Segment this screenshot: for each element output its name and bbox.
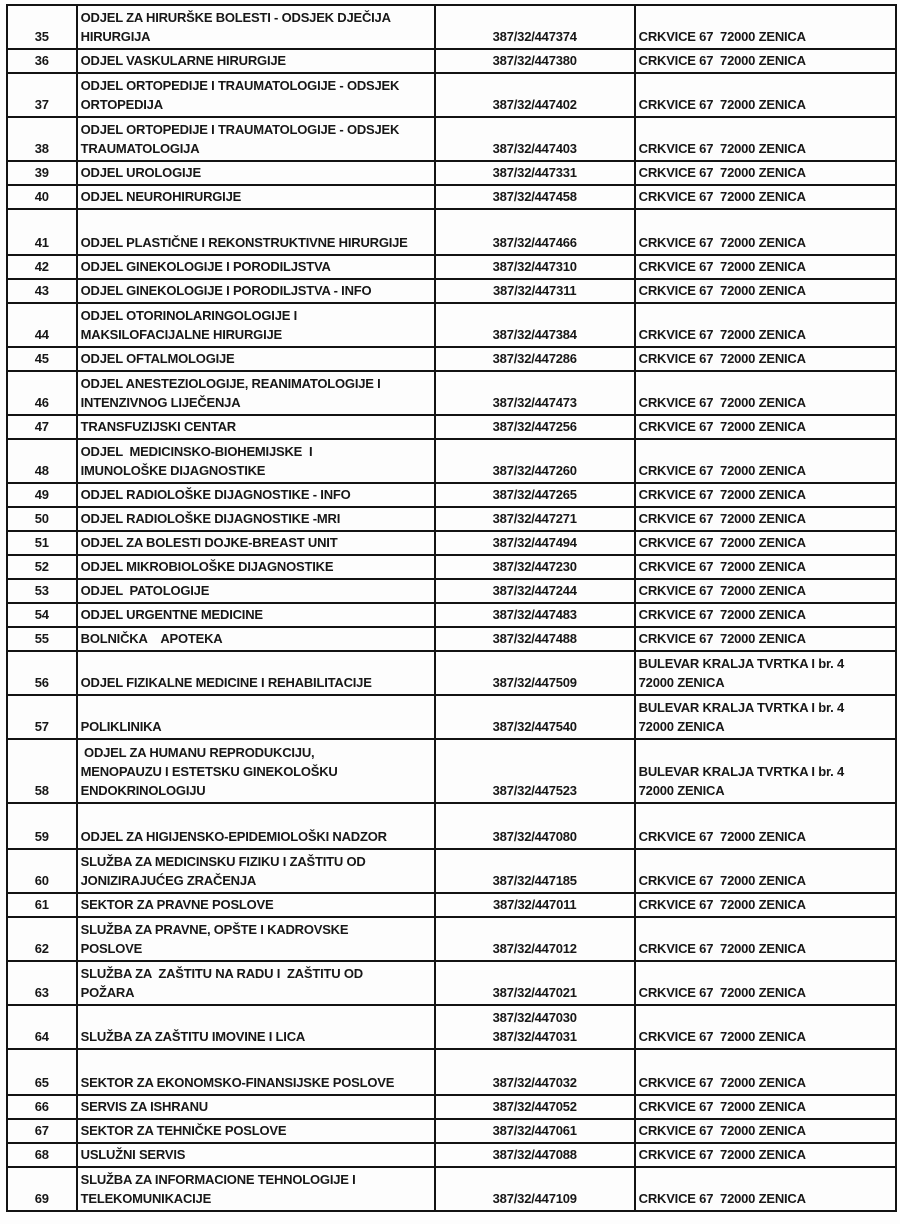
cell-phone-line: 387/32/447331 xyxy=(492,165,577,180)
cell-address xyxy=(635,255,896,279)
cell-department xyxy=(77,117,435,161)
cell-address xyxy=(635,279,896,303)
cell-department-line: ORTOPEDIJA xyxy=(80,97,163,112)
cell-department-line: ODJEL OTORINOLARINGOLOGIJE I xyxy=(80,308,298,323)
cell-address-line: CRKVICE 67 72000 ZENICA xyxy=(638,463,806,478)
cell-phone-line: 387/32/447523 xyxy=(492,783,577,798)
cell-department-line: ODJEL GINEKOLOGIJE I PORODILJSTVA - INFO xyxy=(80,283,372,298)
cell-phone xyxy=(435,1095,635,1119)
cell-phone-line: 387/32/447031 xyxy=(492,1029,577,1044)
phone-directory-table xyxy=(6,4,897,1212)
cell-department-line: ODJEL ZA HUMANU REPRODUKCIJU, xyxy=(80,745,315,760)
cell-department-line: USLUŽNI SERVIS xyxy=(80,1147,186,1162)
cell-row-number: 67 xyxy=(7,1119,77,1143)
cell-department-line: SERVIS ZA ISHRANU xyxy=(80,1099,208,1114)
cell-address xyxy=(635,5,896,49)
cell-phone xyxy=(435,415,635,439)
cell-department-line: SLUŽBA ZA MEDICINSKU FIZIKU I ZAŠTITU OD xyxy=(80,854,366,869)
cell-row-number: 39 xyxy=(7,161,77,185)
cell-department xyxy=(77,739,435,803)
cell-address-line: BULEVAR KRALJA TVRTKA I br. 4 xyxy=(638,700,844,715)
cell-phone-line: 387/32/447380 xyxy=(492,53,577,68)
cell-department-line: SEKTOR ZA PRAVNE POSLOVE xyxy=(80,897,274,912)
cell-phone-line: 387/32/447488 xyxy=(492,631,577,646)
cell-phone xyxy=(435,507,635,531)
table-row xyxy=(7,415,896,439)
cell-address xyxy=(635,415,896,439)
table-row xyxy=(7,1143,896,1167)
table-row xyxy=(7,695,896,739)
cell-phone xyxy=(435,209,635,255)
cell-department-line: ODJEL OFTALMOLOGIJE xyxy=(80,351,235,366)
cell-address-line: CRKVICE 67 72000 ZENICA xyxy=(638,631,806,646)
cell-phone-line: 387/32/447310 xyxy=(492,259,577,274)
cell-phone xyxy=(435,161,635,185)
cell-phone xyxy=(435,849,635,893)
cell-phone xyxy=(435,531,635,555)
cell-department-line: BOLNIČKA APOTEKA xyxy=(80,631,223,646)
cell-department xyxy=(77,803,435,849)
table-row xyxy=(7,603,896,627)
cell-row-number: 62 xyxy=(7,917,77,961)
cell-phone-line: 387/32/447509 xyxy=(492,675,577,690)
cell-department-line: ODJEL RADIOLOŠKE DIJAGNOSTIKE -MRI xyxy=(80,511,341,526)
table-row xyxy=(7,1167,896,1211)
cell-phone xyxy=(435,579,635,603)
cell-department-line: ODJEL UROLOGIJE xyxy=(80,165,201,180)
cell-address-line: CRKVICE 67 72000 ZENICA xyxy=(638,1029,806,1044)
cell-address-line: CRKVICE 67 72000 ZENICA xyxy=(638,941,806,956)
table-row xyxy=(7,531,896,555)
cell-department-line: IMUNOLOŠKE DIJAGNOSTIKE xyxy=(80,463,266,478)
cell-phone-line: 387/32/447256 xyxy=(492,419,577,434)
cell-row-number: 56 xyxy=(7,651,77,695)
cell-phone-line: 387/32/447473 xyxy=(492,395,577,410)
cell-row-number: 59 xyxy=(7,803,77,849)
cell-phone-line: 387/32/447384 xyxy=(492,327,577,342)
cell-department-line: ODJEL MIKROBIOLOŠKE DIJAGNOSTIKE xyxy=(80,559,334,574)
cell-address-line: 72000 ZENICA xyxy=(638,675,725,690)
cell-department xyxy=(77,73,435,117)
cell-phone-line: 387/32/447403 xyxy=(492,141,577,156)
table-row xyxy=(7,961,896,1005)
cell-phone xyxy=(435,1005,635,1049)
cell-department xyxy=(77,579,435,603)
cell-address xyxy=(635,917,896,961)
cell-phone xyxy=(435,1049,635,1095)
cell-address xyxy=(635,73,896,117)
cell-address-line: 72000 ZENICA xyxy=(638,719,725,734)
cell-address-line: CRKVICE 67 72000 ZENICA xyxy=(638,235,806,250)
cell-department-line: ODJEL VASKULARNE HIRURGIJE xyxy=(80,53,286,68)
cell-phone-line: 387/32/447402 xyxy=(492,97,577,112)
cell-phone xyxy=(435,961,635,1005)
table-row xyxy=(7,209,896,255)
table-row xyxy=(7,803,896,849)
cell-phone-line: 387/32/447230 xyxy=(492,559,577,574)
cell-department-line: ODJEL URGENTNE MEDICINE xyxy=(80,607,263,622)
cell-phone-line: 387/32/447494 xyxy=(492,535,577,550)
cell-department-line: TRAUMATOLOGIJA xyxy=(80,141,200,156)
cell-row-number: 54 xyxy=(7,603,77,627)
cell-department xyxy=(77,961,435,1005)
cell-department xyxy=(77,439,435,483)
cell-row-number: 57 xyxy=(7,695,77,739)
cell-department-line: ODJEL ORTOPEDIJE I TRAUMATOLOGIJE - ODSJEK xyxy=(80,78,400,93)
cell-address-line: CRKVICE 67 72000 ZENICA xyxy=(638,1191,806,1206)
cell-address xyxy=(635,161,896,185)
cell-phone-line: 387/32/447030 xyxy=(492,1010,577,1025)
cell-address xyxy=(635,579,896,603)
cell-address xyxy=(635,117,896,161)
cell-address-line: CRKVICE 67 72000 ZENICA xyxy=(638,1147,806,1162)
cell-address xyxy=(635,439,896,483)
cell-address-line: CRKVICE 67 72000 ZENICA xyxy=(638,985,806,1000)
cell-department xyxy=(77,209,435,255)
cell-row-number: 45 xyxy=(7,347,77,371)
cell-address xyxy=(635,627,896,651)
cell-address xyxy=(635,1095,896,1119)
cell-row-number: 53 xyxy=(7,579,77,603)
table-row xyxy=(7,893,896,917)
cell-row-number: 60 xyxy=(7,849,77,893)
cell-address-line: CRKVICE 67 72000 ZENICA xyxy=(638,259,806,274)
table-row xyxy=(7,1119,896,1143)
cell-address-line: CRKVICE 67 72000 ZENICA xyxy=(638,189,806,204)
cell-address xyxy=(635,347,896,371)
cell-phone-line: 387/32/447032 xyxy=(492,1075,577,1090)
cell-address xyxy=(635,893,896,917)
cell-department xyxy=(77,279,435,303)
cell-department-line: TRANSFUZIJSKI CENTAR xyxy=(80,419,236,434)
cell-phone-line: 387/32/447466 xyxy=(492,235,577,250)
cell-address-line: CRKVICE 67 72000 ZENICA xyxy=(638,487,806,502)
cell-row-number: 49 xyxy=(7,483,77,507)
cell-address-line: CRKVICE 67 72000 ZENICA xyxy=(638,351,806,366)
table-row xyxy=(7,739,896,803)
cell-address-line: CRKVICE 67 72000 ZENICA xyxy=(638,535,806,550)
cell-department xyxy=(77,1049,435,1095)
cell-department xyxy=(77,893,435,917)
cell-department-line: POŽARA xyxy=(80,985,135,1000)
cell-row-number: 69 xyxy=(7,1167,77,1211)
cell-department-line: SLUŽBA ZA ZAŠTITU NA RADU I ZAŠTITU OD xyxy=(80,966,363,981)
cell-row-number: 41 xyxy=(7,209,77,255)
cell-address-line: CRKVICE 67 72000 ZENICA xyxy=(638,897,806,912)
table-row xyxy=(7,1005,896,1049)
cell-address xyxy=(635,1143,896,1167)
cell-phone xyxy=(435,803,635,849)
cell-phone xyxy=(435,739,635,803)
cell-department xyxy=(77,651,435,695)
cell-address-line: CRKVICE 67 72000 ZENICA xyxy=(638,1099,806,1114)
cell-department-line: SEKTOR ZA EKONOMSKO-FINANSIJSKE POSLOVE xyxy=(80,1075,395,1090)
cell-department-line: SLUŽBA ZA ZAŠTITU IMOVINE I LICA xyxy=(80,1029,306,1044)
cell-phone xyxy=(435,73,635,117)
cell-department-line: MAKSILOFACIJALNE HIRURGIJE xyxy=(80,327,282,342)
cell-phone xyxy=(435,347,635,371)
cell-address-line: CRKVICE 67 72000 ZENICA xyxy=(638,1075,806,1090)
table-row xyxy=(7,49,896,73)
cell-department-line: ODJEL PATOLOGIJE xyxy=(80,583,210,598)
cell-address-line: CRKVICE 67 72000 ZENICA xyxy=(638,873,806,888)
cell-address-line: 72000 ZENICA xyxy=(638,783,725,798)
table-row xyxy=(7,161,896,185)
cell-department-line: ODJEL ZA HIGIJENSKO-EPIDEMIOLOŠKI NADZOR xyxy=(80,829,387,844)
cell-address-line: CRKVICE 67 72000 ZENICA xyxy=(638,419,806,434)
cell-department-line: JONIZIRAJUĆEG ZRAČENJA xyxy=(80,873,257,888)
table-row xyxy=(7,555,896,579)
cell-address-line: BULEVAR KRALJA TVRTKA I br. 4 xyxy=(638,764,844,779)
cell-phone-line: 387/32/447080 xyxy=(492,829,577,844)
table-row xyxy=(7,917,896,961)
table-body xyxy=(7,5,896,1211)
cell-phone xyxy=(435,5,635,49)
cell-department-line: HIRURGIJA xyxy=(80,29,151,44)
cell-phone-line: 387/32/447311 xyxy=(493,283,577,298)
table-row xyxy=(7,579,896,603)
table-row xyxy=(7,1049,896,1095)
cell-department-line: MENOPAUZU I ESTETSKU GINEKOLOŠKU xyxy=(80,764,338,779)
cell-address-line: CRKVICE 67 72000 ZENICA xyxy=(638,53,806,68)
cell-phone-line: 387/32/447265 xyxy=(492,487,577,502)
cell-row-number: 58 xyxy=(7,739,77,803)
cell-department xyxy=(77,255,435,279)
table-row xyxy=(7,117,896,161)
cell-department-line: ENDOKRINOLOGIJU xyxy=(80,783,206,798)
cell-phone-line: 387/32/447185 xyxy=(492,873,577,888)
cell-department xyxy=(77,603,435,627)
cell-row-number: 38 xyxy=(7,117,77,161)
cell-phone xyxy=(435,439,635,483)
cell-department-line: ODJEL PLASTIČNE I REKONSTRUKTIVNE HIRURGIJE xyxy=(80,235,408,250)
cell-phone xyxy=(435,603,635,627)
cell-address-line: CRKVICE 67 72000 ZENICA xyxy=(638,829,806,844)
cell-row-number: 64 xyxy=(7,1005,77,1049)
cell-row-number: 52 xyxy=(7,555,77,579)
cell-phone-line: 387/32/447021 xyxy=(492,985,577,1000)
cell-row-number: 51 xyxy=(7,531,77,555)
cell-address xyxy=(635,1005,896,1049)
cell-address-line: CRKVICE 67 72000 ZENICA xyxy=(638,583,806,598)
cell-phone xyxy=(435,185,635,209)
cell-row-number: 66 xyxy=(7,1095,77,1119)
cell-address xyxy=(635,531,896,555)
cell-phone xyxy=(435,1143,635,1167)
cell-address-line: CRKVICE 67 72000 ZENICA xyxy=(638,511,806,526)
cell-address-line: BULEVAR KRALJA TVRTKA I br. 4 xyxy=(638,656,844,671)
cell-row-number: 61 xyxy=(7,893,77,917)
cell-phone-line: 387/32/447109 xyxy=(492,1191,577,1206)
cell-department xyxy=(77,1167,435,1211)
cell-row-number: 43 xyxy=(7,279,77,303)
cell-department-line: ODJEL ORTOPEDIJE I TRAUMATOLOGIJE - ODSJEK xyxy=(80,122,400,137)
cell-department xyxy=(77,483,435,507)
table-row xyxy=(7,73,896,117)
cell-phone-line: 387/32/447088 xyxy=(492,1147,577,1162)
cell-phone xyxy=(435,555,635,579)
table-row xyxy=(7,483,896,507)
table-row xyxy=(7,507,896,531)
cell-phone-line: 387/32/447286 xyxy=(492,351,577,366)
cell-row-number: 50 xyxy=(7,507,77,531)
cell-address xyxy=(635,483,896,507)
table-row xyxy=(7,255,896,279)
cell-address xyxy=(635,1049,896,1095)
cell-row-number: 35 xyxy=(7,5,77,49)
table-row xyxy=(7,651,896,695)
cell-address-line: CRKVICE 67 72000 ZENICA xyxy=(638,29,806,44)
cell-address xyxy=(635,371,896,415)
cell-department xyxy=(77,695,435,739)
cell-phone xyxy=(435,695,635,739)
cell-department xyxy=(77,415,435,439)
cell-row-number: 46 xyxy=(7,371,77,415)
cell-phone-line: 387/32/447458 xyxy=(492,189,577,204)
cell-phone xyxy=(435,651,635,695)
cell-department xyxy=(77,627,435,651)
cell-department xyxy=(77,1005,435,1049)
cell-department-line: ODJEL ANESTEZIOLOGIJE, REANIMATOLOGIJE I xyxy=(80,376,381,391)
cell-department-line: INTENZIVNOG LIJEČENJA xyxy=(80,395,241,410)
table-row xyxy=(7,347,896,371)
cell-row-number: 65 xyxy=(7,1049,77,1095)
cell-address xyxy=(635,303,896,347)
cell-address-line: CRKVICE 67 72000 ZENICA xyxy=(638,327,806,342)
cell-address xyxy=(635,803,896,849)
table-row xyxy=(7,1095,896,1119)
cell-phone xyxy=(435,49,635,73)
cell-address xyxy=(635,185,896,209)
cell-department-line: ODJEL GINEKOLOGIJE I PORODILJSTVA xyxy=(80,259,331,274)
cell-phone-line: 387/32/447244 xyxy=(492,583,577,598)
cell-row-number: 44 xyxy=(7,303,77,347)
cell-address xyxy=(635,1119,896,1143)
table-row xyxy=(7,5,896,49)
cell-address xyxy=(635,1167,896,1211)
cell-department-line: ODJEL RADIOLOŠKE DIJAGNOSTIKE - INFO xyxy=(80,487,351,502)
cell-row-number: 36 xyxy=(7,49,77,73)
cell-department xyxy=(77,185,435,209)
cell-address-line: CRKVICE 67 72000 ZENICA xyxy=(638,97,806,112)
cell-department xyxy=(77,5,435,49)
cell-phone-line: 387/32/447540 xyxy=(492,719,577,734)
cell-address xyxy=(635,961,896,1005)
cell-phone-line: 387/32/447260 xyxy=(492,463,577,478)
cell-address-line: CRKVICE 67 72000 ZENICA xyxy=(638,283,806,298)
cell-row-number: 48 xyxy=(7,439,77,483)
cell-row-number: 55 xyxy=(7,627,77,651)
table-row xyxy=(7,185,896,209)
cell-department xyxy=(77,1143,435,1167)
cell-phone-line: 387/32/447052 xyxy=(492,1099,577,1114)
cell-department-line: ODJEL ZA HIRURŠKE BOLESTI - ODSJEK DJEČIJA xyxy=(80,10,391,25)
cell-address xyxy=(635,739,896,803)
cell-phone xyxy=(435,893,635,917)
table-row xyxy=(7,303,896,347)
cell-department xyxy=(77,507,435,531)
cell-address-line: CRKVICE 67 72000 ZENICA xyxy=(638,395,806,410)
cell-department-line: POSLOVE xyxy=(80,941,143,956)
cell-department xyxy=(77,303,435,347)
cell-department-line: SLUŽBA ZA PRAVNE, OPŠTE I KADROVSKE xyxy=(80,922,349,937)
cell-phone-line: 387/32/447061 xyxy=(492,1123,577,1138)
cell-department-line: POLIKLINIKA xyxy=(80,719,162,734)
cell-department-line: SEKTOR ZA TEHNIČKE POSLOVE xyxy=(80,1123,287,1138)
cell-address xyxy=(635,849,896,893)
cell-phone xyxy=(435,255,635,279)
cell-address xyxy=(635,555,896,579)
cell-phone xyxy=(435,371,635,415)
cell-row-number: 47 xyxy=(7,415,77,439)
cell-address xyxy=(635,695,896,739)
cell-department xyxy=(77,917,435,961)
cell-address xyxy=(635,603,896,627)
cell-phone xyxy=(435,917,635,961)
cell-department xyxy=(77,531,435,555)
cell-phone-line: 387/32/447374 xyxy=(492,29,577,44)
cell-phone xyxy=(435,117,635,161)
cell-department xyxy=(77,49,435,73)
cell-row-number: 37 xyxy=(7,73,77,117)
cell-department-line: SLUŽBA ZA INFORMACIONE TEHNOLOGIJE I xyxy=(80,1172,356,1187)
table-row xyxy=(7,371,896,415)
cell-address xyxy=(635,209,896,255)
cell-department-line: ODJEL ZA BOLESTI DOJKE-BREAST UNIT xyxy=(80,535,338,550)
cell-address xyxy=(635,507,896,531)
cell-department-line: ODJEL NEUROHIRURGIJE xyxy=(80,189,242,204)
cell-row-number: 63 xyxy=(7,961,77,1005)
table-row xyxy=(7,279,896,303)
cell-address xyxy=(635,651,896,695)
cell-phone xyxy=(435,483,635,507)
cell-department xyxy=(77,849,435,893)
cell-address xyxy=(635,49,896,73)
cell-department-line: ODJEL FIZIKALNE MEDICINE I REHABILITACIJE xyxy=(80,675,372,690)
table-row xyxy=(7,627,896,651)
cell-department xyxy=(77,161,435,185)
cell-phone xyxy=(435,1119,635,1143)
cell-department-line: TELEKOMUNIKACIJE xyxy=(80,1191,212,1206)
cell-department-line: ODJEL MEDICINSKO-BIOHEMIJSKE I xyxy=(80,444,313,459)
cell-row-number: 42 xyxy=(7,255,77,279)
cell-department xyxy=(77,1095,435,1119)
cell-address-line: CRKVICE 67 72000 ZENICA xyxy=(638,559,806,574)
cell-row-number: 40 xyxy=(7,185,77,209)
cell-department xyxy=(77,347,435,371)
cell-department xyxy=(77,1119,435,1143)
cell-address-line: CRKVICE 67 72000 ZENICA xyxy=(638,607,806,622)
cell-phone xyxy=(435,303,635,347)
cell-phone-line: 387/32/447271 xyxy=(492,511,577,526)
cell-department xyxy=(77,371,435,415)
cell-address-line: CRKVICE 67 72000 ZENICA xyxy=(638,165,806,180)
cell-phone xyxy=(435,1167,635,1211)
cell-phone-line: 387/32/447012 xyxy=(492,941,577,956)
cell-phone-line: 387/32/447011 xyxy=(493,897,577,912)
cell-address-line: CRKVICE 67 72000 ZENICA xyxy=(638,141,806,156)
cell-phone xyxy=(435,627,635,651)
cell-department xyxy=(77,555,435,579)
table-row xyxy=(7,439,896,483)
cell-row-number: 68 xyxy=(7,1143,77,1167)
table-row xyxy=(7,849,896,893)
cell-phone-line: 387/32/447483 xyxy=(492,607,577,622)
cell-phone xyxy=(435,279,635,303)
cell-address-line: CRKVICE 67 72000 ZENICA xyxy=(638,1123,806,1138)
